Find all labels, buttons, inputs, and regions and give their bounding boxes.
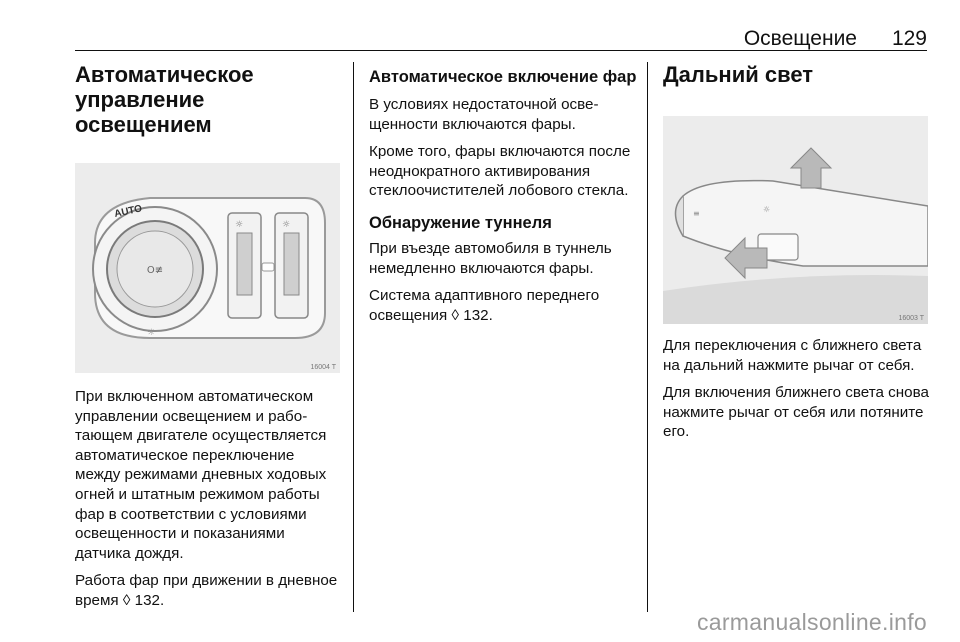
paragraph-adaptive-reference bbox=[369, 286, 639, 325]
section-heading-high-beam: Дальний свет bbox=[663, 62, 814, 87]
header-rule bbox=[75, 50, 927, 51]
reference-text: Система адаптивного переднего освещения bbox=[369, 287, 600, 324]
high-beam-lever-figure bbox=[663, 116, 928, 324]
svg-text:≡: ≡ bbox=[693, 209, 700, 218]
reference-page: 132. bbox=[463, 306, 493, 324]
page-number: 129 bbox=[891, 27, 927, 50]
paragraph-switch-to-high: Для переключения с ближнего света на дальний нажмите рычаг от себя. bbox=[663, 337, 922, 374]
lever-illustration bbox=[663, 116, 928, 324]
page-header bbox=[75, 25, 927, 52]
subheading-tunnel-detection: Обнаружение туннеля bbox=[369, 213, 552, 232]
figure-code: 16003 T bbox=[898, 315, 924, 322]
paragraph-daytime-reference bbox=[75, 571, 340, 610]
page-reference-link[interactable] bbox=[452, 307, 493, 324]
svg-text:☼: ☼ bbox=[235, 220, 244, 230]
heading-line-2: управление освещением bbox=[75, 87, 212, 137]
reference-arrow-icon: ◊ bbox=[451, 306, 460, 324]
watermark: carmanualsonline.info bbox=[696, 609, 927, 635]
column-divider-1 bbox=[353, 62, 354, 612]
figure-code: 16004 T bbox=[310, 364, 336, 371]
heading-line-1: Автоматическое bbox=[75, 62, 254, 87]
page-reference-link[interactable] bbox=[123, 592, 164, 609]
paragraph-auto-switch: При включенном автоматическом управлении освещением и работающем двигателе осуществляется автоматическое переключение между режимами дневных ходовых огней и штатным режимом работы фар в соответствии с условиями освещенности и показаниями датчика дождя. bbox=[75, 388, 327, 562]
reference-arrow-icon: ◊ bbox=[122, 591, 131, 609]
svg-text:O≢: O≢ bbox=[146, 265, 164, 276]
paragraph-tunnel: При въезде автомобиля в туннель немедленно включаются фары. bbox=[369, 239, 612, 277]
auto-label: AUTO bbox=[113, 203, 144, 220]
column-automatic-lighting bbox=[75, 58, 340, 619]
light-switch-illustration bbox=[75, 163, 340, 373]
svg-text:☼: ☼ bbox=[763, 205, 771, 214]
column-auto-headlights bbox=[369, 58, 639, 333]
column-divider-2 bbox=[647, 62, 648, 612]
reference-text: Работа фар при движении в дневное время bbox=[75, 572, 338, 609]
column-high-beam bbox=[663, 58, 931, 450]
paragraph-wipers: Кроме того, фары включаются после неоднократного активирования стеклоочистителей лобового стекла. bbox=[369, 143, 631, 200]
reference-page: 132. bbox=[134, 591, 165, 609]
svg-text:☼: ☼ bbox=[147, 328, 156, 338]
section-heading-auto-headlights: Автоматическое включение фар bbox=[369, 68, 637, 86]
paragraph-switch-to-low: Для включения ближнего света снова нажмите рычаг от себя или потяните его. bbox=[663, 384, 929, 441]
section-heading-automatic-lighting bbox=[75, 62, 340, 137]
light-switch-figure bbox=[75, 163, 340, 373]
paragraph-low-light: В условиях недостаточной освещенности включаются фары. bbox=[369, 96, 599, 133]
header-title: Освещение bbox=[743, 27, 857, 50]
svg-text:☼: ☼ bbox=[282, 220, 291, 230]
